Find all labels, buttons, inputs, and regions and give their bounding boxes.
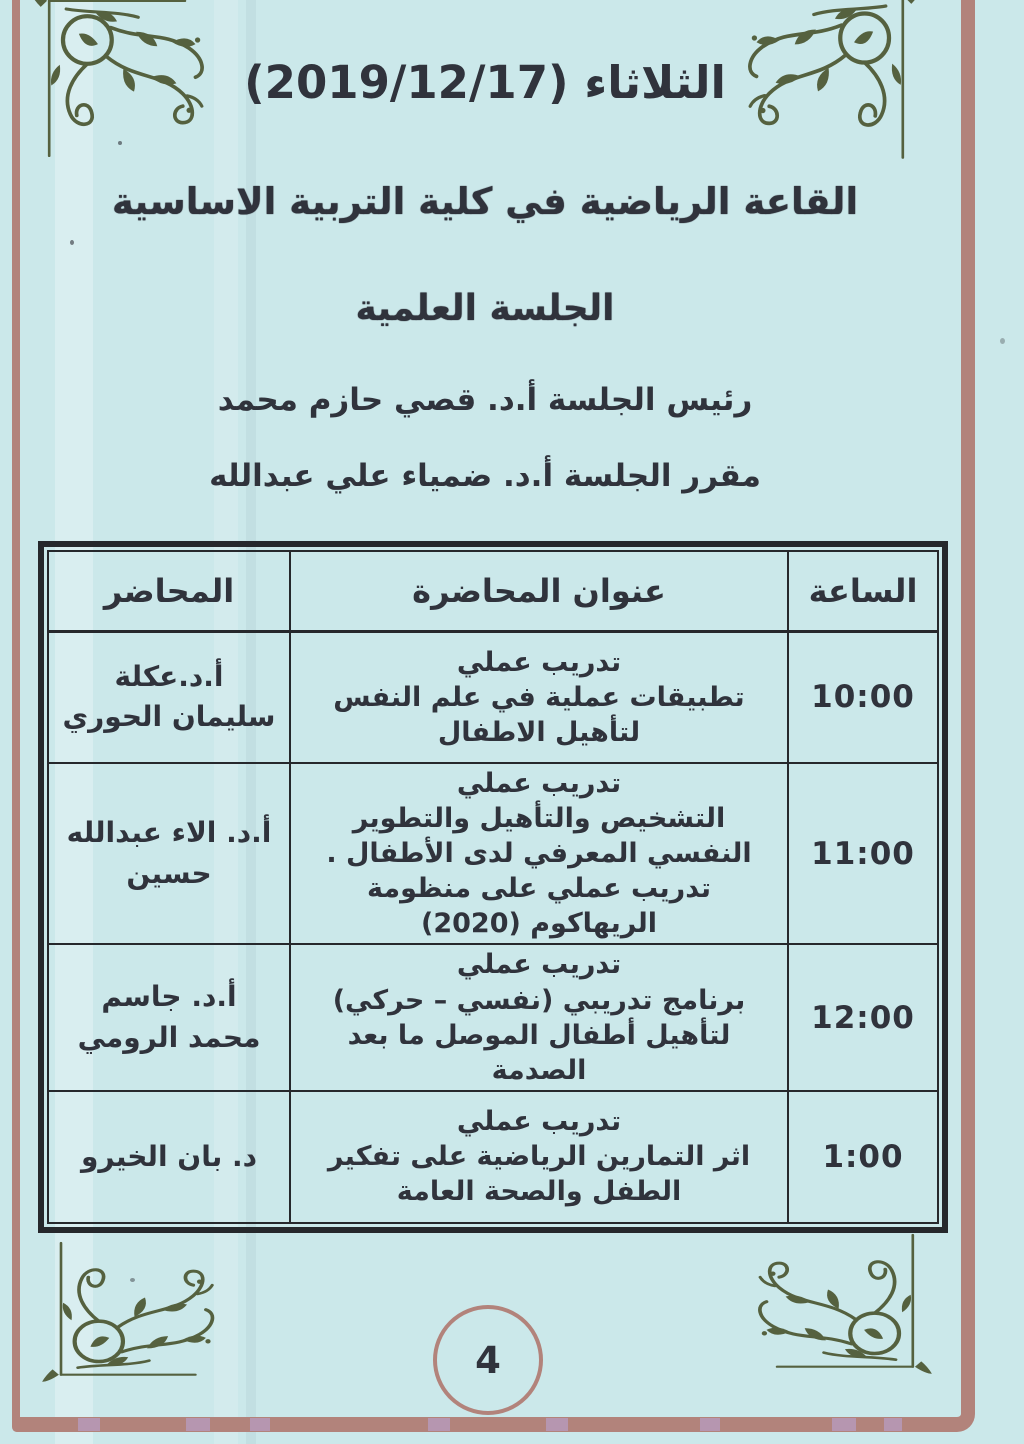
- time-cell: 11:00: [788, 763, 938, 944]
- frame-dash: [832, 1418, 856, 1431]
- session-chair-line: رئيس الجلسة أ.د. قصي حازم محمد: [217, 382, 753, 418]
- frame-dash: [78, 1418, 100, 1431]
- frame-dash: [884, 1418, 902, 1431]
- lecture-type: تدريب عملي: [456, 1106, 622, 1138]
- page-number-badge: [433, 1305, 543, 1415]
- lecture-type: تدريب عملي: [456, 646, 622, 678]
- lecturer-cell: د. بان الخيرو: [48, 1091, 290, 1223]
- col-header-lecture-title: عنوان المحاضرة: [290, 551, 788, 631]
- time-cell: 12:00: [788, 944, 938, 1090]
- venue-title: القاعة الرياضية في كلية التربية الاساسية: [111, 180, 859, 223]
- schedule-table-frame: [38, 541, 948, 1233]
- lecture-title-cell: [290, 1091, 788, 1223]
- lecture-title: التشخيص والتأهيل والتطوير النفسي المعرفي لدى الأطفال . تدريب عملي على منظومة الريهاكوم (2020): [326, 803, 752, 940]
- table-row: [48, 944, 938, 1090]
- lecturer-cell: أ.د. جاسم محمد الرومي: [48, 944, 290, 1090]
- time-cell: 1:00: [788, 1091, 938, 1223]
- lecturer-cell: أ.د. الاء عبدالله حسين: [48, 763, 290, 944]
- frame-dash: [700, 1418, 720, 1431]
- lecture-type: تدريب عملي: [456, 768, 622, 799]
- table-row: [48, 631, 938, 763]
- frame-dash: [186, 1418, 210, 1431]
- lecturer-cell: أ.د.عكلة سليمان الحوري: [48, 631, 290, 763]
- date-title: الثلاثاء (2019/12/17): [244, 56, 726, 109]
- table-row: [48, 763, 938, 944]
- col-header-lecturer: المحاضر: [48, 551, 290, 631]
- lecture-title: اثر التمارين الرياضية على تفكير الطفل والصحة العامة: [327, 1141, 751, 1208]
- frame-dash: [428, 1418, 450, 1431]
- page-number: 4: [475, 1338, 501, 1382]
- schedule-table: [47, 550, 939, 1224]
- time-cell: 10:00: [788, 631, 938, 763]
- table-row: [48, 1091, 938, 1223]
- lecture-title: تطبيقات عملية في علم النفس لتأهيل الاطفال: [333, 681, 745, 748]
- lecture-title-cell: [290, 631, 788, 763]
- frame-dash: [546, 1418, 568, 1431]
- frame-dash: [250, 1418, 270, 1431]
- table-header-row: [48, 551, 938, 631]
- lecture-title: برنامج تدريبي (نفسي – حركي) لتأهيل أطفال الموصل ما بعد الصدمة: [332, 984, 746, 1086]
- lecture-type: تدريب عملي: [456, 949, 622, 981]
- scan-speck: [1000, 338, 1005, 344]
- lecture-title-cell: [290, 944, 788, 1090]
- lecture-title-cell: [290, 763, 788, 944]
- col-header-time: الساعة: [788, 551, 938, 631]
- session-title: الجلسة العلمية: [355, 288, 615, 329]
- session-rapporteur-line: مقرر الجلسة أ.د. ضمياء علي عبدالله: [209, 458, 761, 494]
